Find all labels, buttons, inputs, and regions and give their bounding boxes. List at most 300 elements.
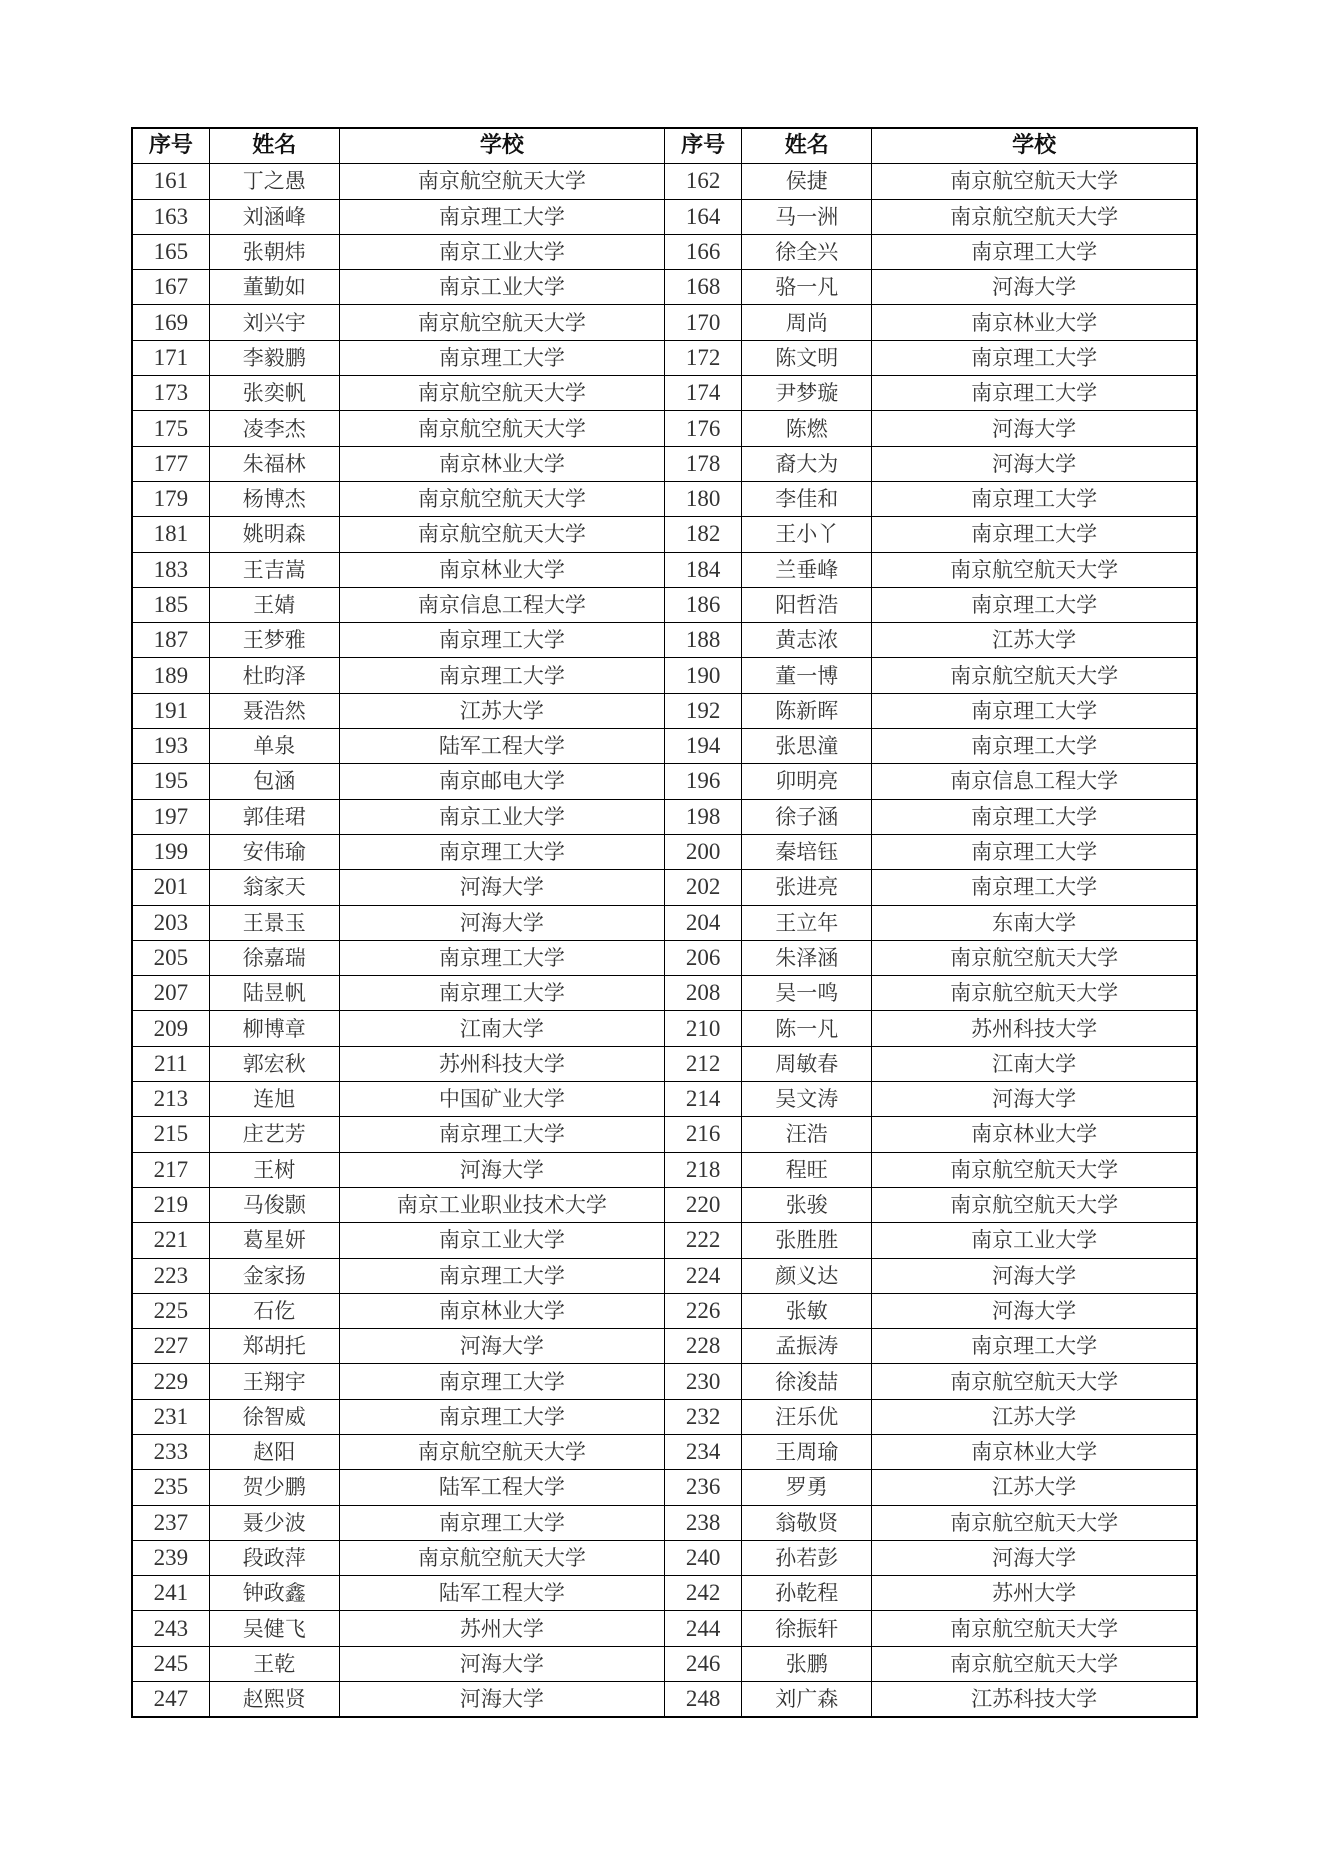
number-cell: 187 — [132, 623, 209, 658]
number-cell: 191 — [132, 693, 209, 728]
name-cell: 骆一凡 — [742, 270, 872, 305]
school-cell: 南京航空航天大学 — [872, 1152, 1197, 1187]
name-cell: 裔大为 — [742, 446, 872, 481]
table-row — [132, 270, 1197, 305]
table-row — [132, 870, 1197, 905]
school-cell: 南京航空航天大学 — [872, 1611, 1197, 1646]
number-cell: 208 — [664, 976, 741, 1011]
school-cell: 南京理工大学 — [339, 1399, 664, 1434]
table-row — [132, 1187, 1197, 1222]
name-cell: 程旺 — [742, 1152, 872, 1187]
number-cell: 185 — [132, 587, 209, 622]
table-row — [132, 234, 1197, 269]
school-cell: 江南大学 — [872, 1046, 1197, 1081]
school-cell: 南京林业大学 — [872, 1117, 1197, 1152]
school-cell: 河海大学 — [339, 1646, 664, 1681]
number-cell: 163 — [132, 199, 209, 234]
name-cell: 王吉嵩 — [209, 552, 339, 587]
name-cell: 汪乐优 — [742, 1399, 872, 1434]
school-cell: 河海大学 — [339, 1682, 664, 1718]
number-cell: 192 — [664, 693, 741, 728]
table-row — [132, 446, 1197, 481]
table-body — [132, 164, 1197, 1718]
table-row — [132, 1011, 1197, 1046]
name-cell: 杜昀泽 — [209, 658, 339, 693]
school-cell: 南京林业大学 — [339, 1293, 664, 1328]
number-cell: 201 — [132, 870, 209, 905]
name-cell: 单泉 — [209, 729, 339, 764]
school-cell: 南京航空航天大学 — [872, 199, 1197, 234]
name-cell: 周敏春 — [742, 1046, 872, 1081]
number-cell: 162 — [664, 164, 741, 199]
school-cell: 南京理工大学 — [872, 481, 1197, 516]
number-cell: 182 — [664, 517, 741, 552]
table-row — [132, 834, 1197, 869]
table-row — [132, 552, 1197, 587]
name-cell: 罗勇 — [742, 1470, 872, 1505]
name-cell: 柳博章 — [209, 1011, 339, 1046]
number-cell: 234 — [664, 1434, 741, 1469]
header-school-left: 学校 — [339, 128, 664, 164]
name-cell: 陈燃 — [742, 411, 872, 446]
name-cell: 郭佳珺 — [209, 799, 339, 834]
name-cell: 张胜胜 — [742, 1223, 872, 1258]
header-number-left: 序号 — [132, 128, 209, 164]
name-cell: 金家扬 — [209, 1258, 339, 1293]
table-row — [132, 799, 1197, 834]
school-cell: 苏州大学 — [339, 1611, 664, 1646]
name-cell: 王梦雅 — [209, 623, 339, 658]
school-cell: 南京航空航天大学 — [339, 305, 664, 340]
name-cell: 徐子涵 — [742, 799, 872, 834]
name-cell: 徐全兴 — [742, 234, 872, 269]
number-cell: 220 — [664, 1187, 741, 1222]
school-cell: 苏州大学 — [872, 1576, 1197, 1611]
number-cell: 172 — [664, 340, 741, 375]
school-cell: 南京航空航天大学 — [339, 164, 664, 199]
number-cell: 218 — [664, 1152, 741, 1187]
name-cell: 安伟瑜 — [209, 834, 339, 869]
header-name-left: 姓名 — [209, 128, 339, 164]
name-cell: 聂少波 — [209, 1505, 339, 1540]
name-cell: 姚明森 — [209, 517, 339, 552]
school-cell: 南京航空航天大学 — [339, 1434, 664, 1469]
school-cell: 南京航空航天大学 — [872, 164, 1197, 199]
number-cell: 193 — [132, 729, 209, 764]
table-row — [132, 1505, 1197, 1540]
number-cell: 235 — [132, 1470, 209, 1505]
name-cell: 张朝炜 — [209, 234, 339, 269]
name-cell: 吴健飞 — [209, 1611, 339, 1646]
table-row — [132, 199, 1197, 234]
number-cell: 183 — [132, 552, 209, 587]
name-cell: 朱泽涵 — [742, 940, 872, 975]
school-cell: 苏州科技大学 — [872, 1011, 1197, 1046]
table-row — [132, 376, 1197, 411]
school-cell: 南京理工大学 — [339, 1364, 664, 1399]
school-cell: 南京理工大学 — [872, 587, 1197, 622]
number-cell: 165 — [132, 234, 209, 269]
name-cell: 郑胡托 — [209, 1329, 339, 1364]
number-cell: 189 — [132, 658, 209, 693]
header-school-right: 学校 — [872, 128, 1197, 164]
number-cell: 197 — [132, 799, 209, 834]
table-row — [132, 305, 1197, 340]
name-cell: 朱福林 — [209, 446, 339, 481]
school-cell: 南京林业大学 — [339, 446, 664, 481]
name-cell: 颜义达 — [742, 1258, 872, 1293]
name-cell: 陈新晖 — [742, 693, 872, 728]
name-cell: 王立年 — [742, 905, 872, 940]
name-cell: 陈文明 — [742, 340, 872, 375]
name-cell: 王景玉 — [209, 905, 339, 940]
number-cell: 186 — [664, 587, 741, 622]
table-row — [132, 1046, 1197, 1081]
number-cell: 206 — [664, 940, 741, 975]
number-cell: 184 — [664, 552, 741, 587]
number-cell: 225 — [132, 1293, 209, 1328]
name-cell: 董一博 — [742, 658, 872, 693]
table-row — [132, 411, 1197, 446]
number-cell: 200 — [664, 834, 741, 869]
school-cell: 陆军工程大学 — [339, 1576, 664, 1611]
name-cell: 赵阳 — [209, 1434, 339, 1469]
name-cell: 卯明亮 — [742, 764, 872, 799]
number-cell: 240 — [664, 1540, 741, 1575]
name-cell: 孙若彭 — [742, 1540, 872, 1575]
number-cell: 164 — [664, 199, 741, 234]
name-cell: 孙乾程 — [742, 1576, 872, 1611]
school-cell: 陆军工程大学 — [339, 729, 664, 764]
number-cell: 173 — [132, 376, 209, 411]
name-cell: 李毅鹏 — [209, 340, 339, 375]
name-cell: 凌李杰 — [209, 411, 339, 446]
name-cell: 张奕帆 — [209, 376, 339, 411]
name-cell: 孟振涛 — [742, 1329, 872, 1364]
school-cell: 南京航空航天大学 — [872, 552, 1197, 587]
number-cell: 179 — [132, 481, 209, 516]
table-row — [132, 1576, 1197, 1611]
table-row — [132, 587, 1197, 622]
number-cell: 216 — [664, 1117, 741, 1152]
school-cell: 河海大学 — [339, 1329, 664, 1364]
number-cell: 167 — [132, 270, 209, 305]
name-cell: 段政萍 — [209, 1540, 339, 1575]
school-cell: 河海大学 — [339, 905, 664, 940]
table-row — [132, 1223, 1197, 1258]
number-cell: 194 — [664, 729, 741, 764]
table-row — [132, 940, 1197, 975]
number-cell: 219 — [132, 1187, 209, 1222]
table-row — [132, 1258, 1197, 1293]
name-cell: 贺少鹏 — [209, 1470, 339, 1505]
school-cell: 南京航空航天大学 — [339, 517, 664, 552]
school-cell: 河海大学 — [872, 1540, 1197, 1575]
name-cell: 黄志浓 — [742, 623, 872, 658]
number-cell: 238 — [664, 1505, 741, 1540]
number-cell: 161 — [132, 164, 209, 199]
school-cell: 南京理工大学 — [872, 1329, 1197, 1364]
number-cell: 199 — [132, 834, 209, 869]
name-cell: 徐振轩 — [742, 1611, 872, 1646]
school-cell: 南京理工大学 — [872, 870, 1197, 905]
number-cell: 198 — [664, 799, 741, 834]
school-cell: 南京理工大学 — [339, 340, 664, 375]
table-row — [132, 729, 1197, 764]
number-cell: 181 — [132, 517, 209, 552]
school-cell: 南京航空航天大学 — [872, 976, 1197, 1011]
number-cell: 246 — [664, 1646, 741, 1681]
name-cell: 丁之愚 — [209, 164, 339, 199]
number-cell: 236 — [664, 1470, 741, 1505]
table-row — [132, 976, 1197, 1011]
school-cell: 南京工业职业技术大学 — [339, 1187, 664, 1222]
name-cell: 侯捷 — [742, 164, 872, 199]
school-cell: 南京理工大学 — [339, 1505, 664, 1540]
school-cell: 江南大学 — [339, 1011, 664, 1046]
table-row — [132, 1611, 1197, 1646]
number-cell: 232 — [664, 1399, 741, 1434]
school-cell: 南京航空航天大学 — [872, 658, 1197, 693]
school-cell: 江苏大学 — [872, 1399, 1197, 1434]
header-number-right: 序号 — [664, 128, 741, 164]
number-cell: 243 — [132, 1611, 209, 1646]
number-cell: 237 — [132, 1505, 209, 1540]
school-cell: 河海大学 — [872, 446, 1197, 481]
number-cell: 168 — [664, 270, 741, 305]
number-cell: 228 — [664, 1329, 741, 1364]
number-cell: 230 — [664, 1364, 741, 1399]
table-row — [132, 1152, 1197, 1187]
table-row — [132, 1682, 1197, 1718]
name-cell: 包涵 — [209, 764, 339, 799]
table-row — [132, 1082, 1197, 1117]
school-cell: 河海大学 — [872, 270, 1197, 305]
name-cell: 尹梦璇 — [742, 376, 872, 411]
name-cell: 秦培钰 — [742, 834, 872, 869]
number-cell: 214 — [664, 1082, 741, 1117]
school-cell: 苏州科技大学 — [339, 1046, 664, 1081]
number-cell: 231 — [132, 1399, 209, 1434]
school-cell: 南京理工大学 — [872, 234, 1197, 269]
number-cell: 211 — [132, 1046, 209, 1081]
name-cell: 翁家天 — [209, 870, 339, 905]
table-row — [132, 1470, 1197, 1505]
school-cell: 南京理工大学 — [872, 799, 1197, 834]
school-cell: 陆军工程大学 — [339, 1470, 664, 1505]
name-cell: 吴一鸣 — [742, 976, 872, 1011]
school-cell: 南京航空航天大学 — [339, 376, 664, 411]
name-cell: 阳哲浩 — [742, 587, 872, 622]
school-cell: 河海大学 — [339, 1152, 664, 1187]
school-cell: 河海大学 — [872, 411, 1197, 446]
name-cell: 马俊颢 — [209, 1187, 339, 1222]
school-cell: 河海大学 — [872, 1258, 1197, 1293]
number-cell: 171 — [132, 340, 209, 375]
table-row — [132, 1329, 1197, 1364]
number-cell: 180 — [664, 481, 741, 516]
school-cell: 南京理工大学 — [872, 834, 1197, 869]
number-cell: 245 — [132, 1646, 209, 1681]
school-cell: 南京航空航天大学 — [339, 481, 664, 516]
school-cell: 河海大学 — [339, 870, 664, 905]
number-cell: 215 — [132, 1117, 209, 1152]
school-cell: 南京理工大学 — [872, 340, 1197, 375]
school-cell: 南京林业大学 — [872, 305, 1197, 340]
table-row — [132, 1364, 1197, 1399]
name-cell: 刘广森 — [742, 1682, 872, 1718]
number-cell: 203 — [132, 905, 209, 940]
roster-table — [131, 127, 1198, 1718]
name-cell: 赵熙贤 — [209, 1682, 339, 1718]
name-cell: 陈一凡 — [742, 1011, 872, 1046]
name-cell: 连旭 — [209, 1082, 339, 1117]
table-row — [132, 1646, 1197, 1681]
school-cell: 南京理工大学 — [339, 199, 664, 234]
school-cell: 南京航空航天大学 — [339, 411, 664, 446]
name-cell: 葛星妍 — [209, 1223, 339, 1258]
name-cell: 王乾 — [209, 1646, 339, 1681]
table-row — [132, 481, 1197, 516]
table-row — [132, 905, 1197, 940]
school-cell: 南京理工大学 — [339, 658, 664, 693]
school-cell: 南京理工大学 — [339, 1258, 664, 1293]
number-cell: 233 — [132, 1434, 209, 1469]
school-cell: 南京理工大学 — [872, 517, 1197, 552]
name-cell: 刘兴宇 — [209, 305, 339, 340]
school-cell: 南京林业大学 — [872, 1434, 1197, 1469]
school-cell: 南京航空航天大学 — [872, 1364, 1197, 1399]
school-cell: 南京工业大学 — [339, 799, 664, 834]
number-cell: 226 — [664, 1293, 741, 1328]
name-cell: 王小丫 — [742, 517, 872, 552]
name-cell: 李佳和 — [742, 481, 872, 516]
table-row — [132, 1117, 1197, 1152]
school-cell: 江苏大学 — [339, 693, 664, 728]
name-cell: 张骏 — [742, 1187, 872, 1222]
name-cell: 刘涵峰 — [209, 199, 339, 234]
school-cell: 南京信息工程大学 — [872, 764, 1197, 799]
school-cell: 南京信息工程大学 — [339, 587, 664, 622]
number-cell: 177 — [132, 446, 209, 481]
school-cell: 南京航空航天大学 — [872, 1187, 1197, 1222]
name-cell: 徐嘉瑞 — [209, 940, 339, 975]
name-cell: 周尚 — [742, 305, 872, 340]
school-cell: 南京工业大学 — [339, 1223, 664, 1258]
table-row — [132, 693, 1197, 728]
header-name-right: 姓名 — [742, 128, 872, 164]
name-cell: 董勤如 — [209, 270, 339, 305]
school-cell: 南京理工大学 — [339, 623, 664, 658]
school-cell: 南京航空航天大学 — [339, 1540, 664, 1575]
name-cell: 钟政鑫 — [209, 1576, 339, 1611]
number-cell: 170 — [664, 305, 741, 340]
name-cell: 陆昱帆 — [209, 976, 339, 1011]
school-cell: 南京工业大学 — [339, 270, 664, 305]
number-cell: 205 — [132, 940, 209, 975]
school-cell: 江苏大学 — [872, 1470, 1197, 1505]
name-cell: 徐浚喆 — [742, 1364, 872, 1399]
number-cell: 247 — [132, 1682, 209, 1718]
school-cell: 南京工业大学 — [872, 1223, 1197, 1258]
name-cell: 张进亮 — [742, 870, 872, 905]
name-cell: 张鹏 — [742, 1646, 872, 1681]
table-row — [132, 517, 1197, 552]
name-cell: 杨博杰 — [209, 481, 339, 516]
name-cell: 汪浩 — [742, 1117, 872, 1152]
table-row — [132, 1540, 1197, 1575]
number-cell: 207 — [132, 976, 209, 1011]
number-cell: 210 — [664, 1011, 741, 1046]
name-cell: 郭宏秋 — [209, 1046, 339, 1081]
name-cell: 徐智威 — [209, 1399, 339, 1434]
number-cell: 239 — [132, 1540, 209, 1575]
name-cell: 王周瑜 — [742, 1434, 872, 1469]
table-row — [132, 164, 1197, 199]
name-cell: 马一洲 — [742, 199, 872, 234]
name-cell: 张思潼 — [742, 729, 872, 764]
number-cell: 242 — [664, 1576, 741, 1611]
table-header-row — [132, 128, 1197, 164]
school-cell: 南京理工大学 — [339, 940, 664, 975]
number-cell: 212 — [664, 1046, 741, 1081]
number-cell: 166 — [664, 234, 741, 269]
number-cell: 222 — [664, 1223, 741, 1258]
school-cell: 中国矿业大学 — [339, 1082, 664, 1117]
number-cell: 241 — [132, 1576, 209, 1611]
number-cell: 196 — [664, 764, 741, 799]
table-row — [132, 340, 1197, 375]
school-cell: 河海大学 — [872, 1082, 1197, 1117]
school-cell: 南京理工大学 — [872, 376, 1197, 411]
school-cell: 南京理工大学 — [872, 693, 1197, 728]
name-cell: 张敏 — [742, 1293, 872, 1328]
table-row — [132, 764, 1197, 799]
table-row — [132, 658, 1197, 693]
number-cell: 204 — [664, 905, 741, 940]
table-row — [132, 1293, 1197, 1328]
number-cell: 188 — [664, 623, 741, 658]
number-cell: 195 — [132, 764, 209, 799]
number-cell: 190 — [664, 658, 741, 693]
table-row — [132, 1399, 1197, 1434]
school-cell: 南京航空航天大学 — [872, 1505, 1197, 1540]
number-cell: 223 — [132, 1258, 209, 1293]
table-row — [132, 623, 1197, 658]
number-cell: 227 — [132, 1329, 209, 1364]
school-cell: 南京工业大学 — [339, 234, 664, 269]
number-cell: 178 — [664, 446, 741, 481]
number-cell: 213 — [132, 1082, 209, 1117]
school-cell: 江苏科技大学 — [872, 1682, 1197, 1718]
number-cell: 244 — [664, 1611, 741, 1646]
name-cell: 王翔宇 — [209, 1364, 339, 1399]
name-cell: 翁敬贤 — [742, 1505, 872, 1540]
school-cell: 江苏大学 — [872, 623, 1197, 658]
number-cell: 229 — [132, 1364, 209, 1399]
table-row — [132, 1434, 1197, 1469]
number-cell: 209 — [132, 1011, 209, 1046]
number-cell: 221 — [132, 1223, 209, 1258]
name-cell: 石仡 — [209, 1293, 339, 1328]
number-cell: 176 — [664, 411, 741, 446]
name-cell: 聂浩然 — [209, 693, 339, 728]
name-cell: 庄艺芳 — [209, 1117, 339, 1152]
school-cell: 南京理工大学 — [339, 1117, 664, 1152]
school-cell: 南京林业大学 — [339, 552, 664, 587]
name-cell: 兰垂峰 — [742, 552, 872, 587]
school-cell: 南京理工大学 — [339, 976, 664, 1011]
